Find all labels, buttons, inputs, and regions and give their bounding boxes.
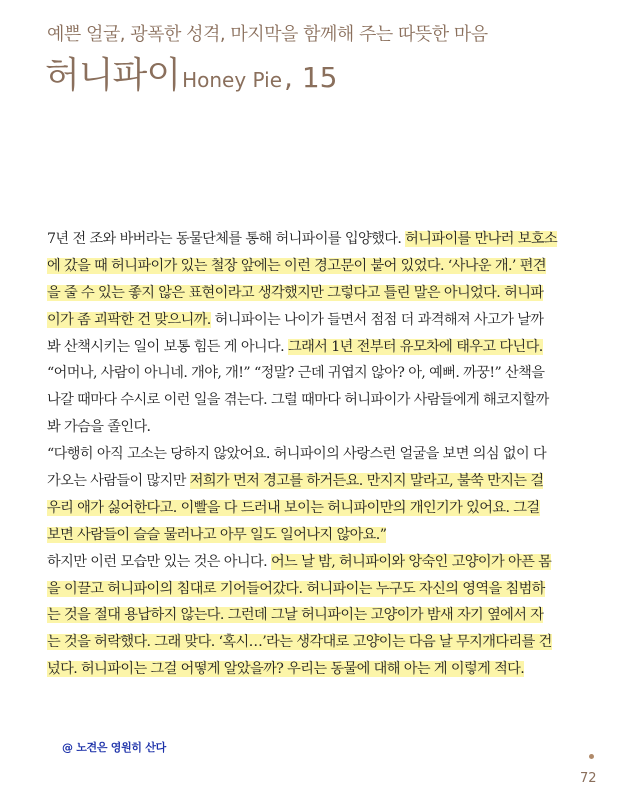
body-text	[47, 226, 590, 683]
body-line	[47, 522, 590, 549]
body-line	[47, 360, 590, 387]
body-text-segment: 7년 전 조와 바버라는 동물단체를 통해 허니파이를 입양했다.	[47, 231, 406, 247]
highlighted-text: 우리 애가 싫어한다고. 이빨을 다 드러내 보이는 허니파이만의 개인기가 있어요. 그걸	[47, 499, 540, 516]
body-line	[47, 226, 590, 253]
body-text-segment: 가오는 사람들이 많지만	[47, 473, 190, 490]
page-number: 72	[580, 771, 597, 786]
body-text-segment: 하지만 이런 모습만 있는 것은 아니다.	[47, 553, 271, 570]
highlighted-text: 을 줄 수 있는 좋지 않은 표현이라고 생각했지만 그렇다고 틀린 말은 아니었다. 허니파	[47, 284, 544, 301]
chapter-title	[45, 55, 338, 96]
highlighted-text: 에 갔을 때 허니파이가 있는 철장 앞에는 이런 경고문이 붙어 있었다. ‘사나운 개.’ 편견	[47, 257, 546, 274]
body-line	[47, 656, 590, 683]
page-marker-dot	[589, 754, 594, 759]
body-line	[47, 602, 590, 629]
body-line	[47, 549, 590, 576]
highlighted-text: 는 것을 절대 용납하지 않는다. 그런데 그날 허니파이는 고양이가 밤새 자기 옆에서 자	[47, 607, 544, 624]
body-text-segment: 나갈 때마다 수시로 이런 일을 겪는다. 그럴 때마다 허니파이가 사람들에게 해코지할까	[47, 392, 549, 409]
body-text-segment: 봐 산책시키는 일이 보통 힘든 게 아니다.	[47, 338, 288, 355]
body-line	[47, 414, 590, 441]
body-line	[47, 576, 590, 603]
highlighted-text: 그래서 1년 전부터 유모차에 태우고 다닌다.	[287, 338, 543, 355]
body-line	[47, 387, 590, 414]
body-line	[47, 253, 590, 280]
highlighted-text: 넜다. 허니파이는 그걸 어떻게 알았을까? 우리는 동물에 대해 아는 게 이렇게 적다.	[47, 661, 525, 678]
highlighted-text: 어느 날 밤, 허니파이와 앙숙인 고양이가 아픈 몸	[270, 553, 552, 570]
body-line	[47, 468, 590, 495]
highlighted-text: 저희가 먼저 경고를 하거든요. 만지지 말라고, 불쑥 만지는 걸	[189, 473, 544, 490]
chapter-subtitle: 예쁜 얼굴, 광폭한 성격, 마지막을 함께해 주는 따뜻한 마음	[47, 24, 488, 45]
body-line	[47, 307, 590, 334]
body-text-segment: 허니파이는 나이가 들면서 점점 더 과격해져 사고가 날까	[210, 311, 544, 328]
title-number: , 15	[284, 61, 338, 94]
body-line	[47, 334, 590, 361]
highlighted-text: 을 이끌고 허니파이의 침대로 기어들어갔다. 허니파이는 누구도 자신의 영역을 침범하	[47, 580, 545, 597]
highlighted-text: 보면 사람들이 슬슬 물러나고 아무 일도 일어나지 않아요.”	[47, 526, 387, 543]
highlighted-text: 는 것을 허락했다. 그래 맞다. ‘혹시…’라는 생각대로 고양이는 다음 날 무지개다리를 건	[47, 634, 552, 651]
body-line	[47, 629, 590, 656]
body-text-segment: “다행히 아직 고소는 당하지 않았어요. 허니파이의 사랑스런 얼굴을 보면 의심 없이 다	[47, 446, 547, 463]
body-line	[47, 441, 590, 468]
title-english: Honey Pie	[182, 68, 283, 92]
body-text-segment: 봐 가슴을 졸인다.	[47, 419, 151, 436]
body-text-segment: “어머나, 사람이 아니네. 개야, 개!” “정말? 근데 귀엽지 않아? 아, 예뻐. 까꿍!” 산책을	[47, 365, 545, 382]
body-line	[47, 280, 590, 307]
body-line	[47, 495, 590, 522]
highlighted-text: 이가 좀 괴팍한 건 맞으니까.	[47, 311, 211, 328]
photo-caption: @ 노견은 영원히 산다	[62, 741, 166, 754]
highlighted-text: 허니파이를 만나러 보호소	[405, 231, 558, 247]
title-korean: 허니파이	[45, 55, 181, 96]
